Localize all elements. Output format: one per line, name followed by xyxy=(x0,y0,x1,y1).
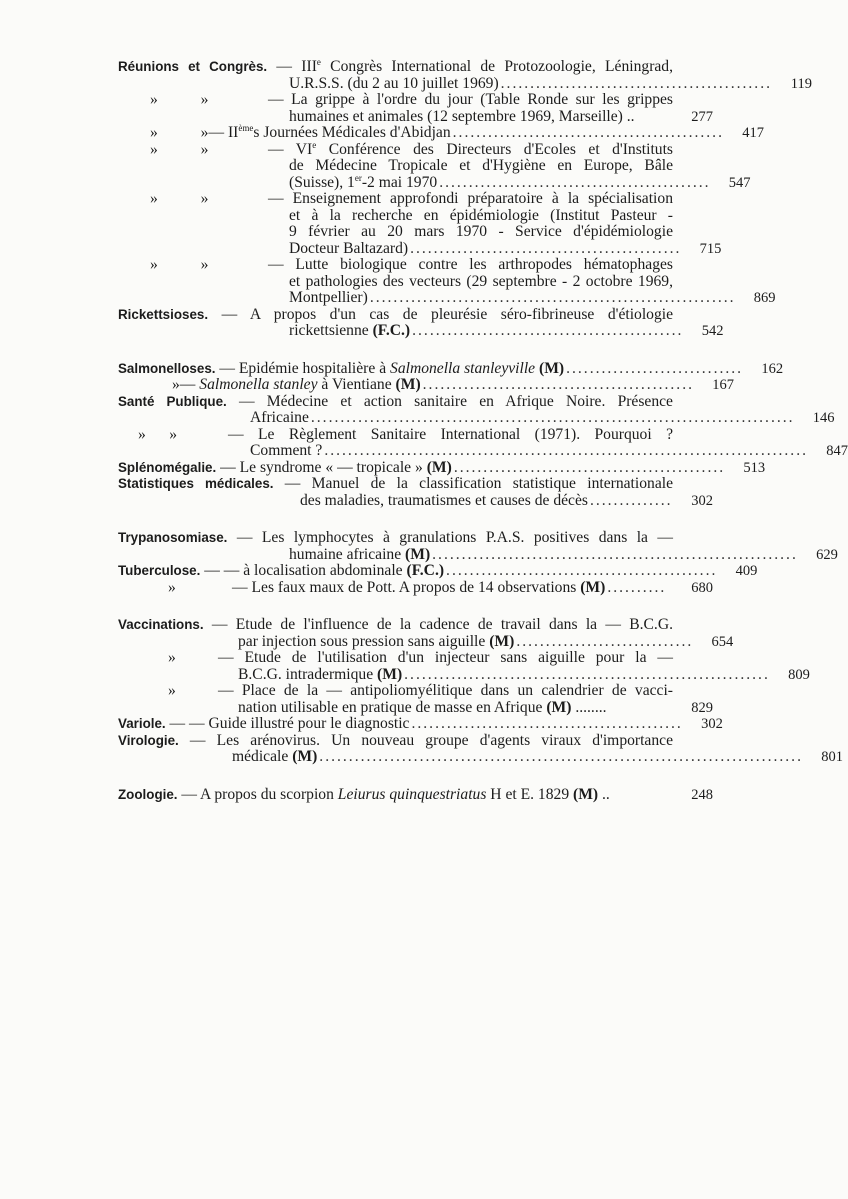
index-entry: Réunions et Congrès. — IIIe Congrès International de Protozoologie, Léningrad, U.R.S.S. (du 2 au 10 juillet 1969) .............................................. 119 xyxy=(118,56,812,92)
index-entry: Variole. — — Guide illustré pour le diagnostic .............................................. 302 xyxy=(118,715,723,732)
index-entry: » » — Lutte biologique contre les arthropodes hématophages et pathologies des vecteurs (29 septembre - 2 octobre 1969, Montpellier) .............................................................. 869 xyxy=(150,256,776,306)
entry-heading: Rickettsioses. xyxy=(118,306,209,322)
index-entry: Vaccinations. — Etude de l'influence de la cadence de travail dans la — B.C.G. par injection sous pression sans aiguille (M) .............................. 654 xyxy=(118,616,734,650)
page-number: 680 xyxy=(691,579,713,596)
page-number: 409 xyxy=(735,563,758,579)
index-entry: » » — VIe Conférence des Directeurs d'Ecoles et d'Instituts de Médecine Tropicale et d'Hygiène en Europe, Bâle (Suisse), 1er-2 mai 1970 .............................................. 547 xyxy=(150,139,751,191)
index-entry: Splénomégalie. — Le syndrome « — tropicale » (M) .............................................. 513 xyxy=(118,458,766,476)
page-number: 654 xyxy=(711,633,734,650)
page-number: 829 xyxy=(691,699,713,716)
entry-heading: Variole. xyxy=(118,716,166,731)
index-entry: » — Etude de l'utilisation d'un injecteur sans aiguille pour la — B.C.G. intradermique (M) .............................................................. 809 xyxy=(168,649,810,683)
page-number: 119 xyxy=(790,75,812,92)
page-number: 715 xyxy=(699,240,722,257)
index-entry: » — Place de la — antipoliomyélitique dans un calendrier de vacci- nation utilisable en pratique de masse en Afrique (M) ........ 829 xyxy=(168,682,713,716)
page-number: 513 xyxy=(743,459,766,476)
page-number: 547 xyxy=(728,174,751,191)
entry-heading: Zoologie. xyxy=(118,786,178,802)
index-entry: » — Les faux maux de Pott. A propos de 14 observations (M) .......... 680 xyxy=(168,578,713,596)
entry-heading: Vaccinations. xyxy=(118,617,204,632)
page-number: 869 xyxy=(753,290,776,306)
page-number: 302 xyxy=(701,716,723,732)
index-entry: Trypanosomiase. — Les lymphocytes à granulations P.A.S. positives dans la — humaine africaine (M) .............................................................. 629 xyxy=(118,529,838,563)
index-entry: » » — La grippe à l'ordre du jour (Table Ronde sur les grippes humaines et animales (12 septembre 1969, Marseille) .. 277 xyxy=(150,91,713,125)
index-entry: » » — Enseignement approfondi préparatoire à la spécialisation et à la recherche en épidémiologie (Institut Pasteur - 9 février au 20 mars 1970 - Service d'épidémiologie Docteur Baltazard) .............................................. 715 xyxy=(150,190,722,257)
page-number: 167 xyxy=(712,377,734,393)
page-number: 162 xyxy=(761,360,784,377)
page-number: 248 xyxy=(691,786,713,803)
page-number: 417 xyxy=(742,125,764,141)
index-entry: Santé Publique. — Médecine et action sanitaire en Afrique Noire. Présence Africaine .................................................................................. 146 xyxy=(118,392,835,426)
page-number: 629 xyxy=(816,546,838,563)
index-entry: Salmonelloses. — Epidémie hospitalière à Salmonella stanleyville (M) .............................. 162 xyxy=(118,359,784,377)
index-entry: Virologie. — Les arénovirus. Un nouveau groupe d'agents viraux d'importance médicale (M) .................................................................................. 801 xyxy=(118,731,843,765)
page-number: 847 xyxy=(826,443,848,459)
entry-heading: Salmonelloses. xyxy=(118,360,216,376)
page-number: 277 xyxy=(691,108,713,125)
index-entry: » — Salmonella stanley à Vientiane (M) .............................................. 167 xyxy=(172,376,734,393)
index-entry: Tuberculose. — — à localisation abdominale (F.C.) .............................................. 409 xyxy=(118,562,758,579)
subject-index xyxy=(118,56,848,803)
entry-heading: Virologie. xyxy=(118,732,179,748)
index-entry: Zoologie. — A propos du scorpion Leiurus quinquestriatus H et E. 1829 (M) .. 248 xyxy=(118,785,713,803)
entry-heading: Statistiques médicales. xyxy=(118,476,274,491)
page-number: 302 xyxy=(691,492,713,509)
entry-heading: Tuberculose. xyxy=(118,563,201,578)
index-entry: Statistiques médicales. — Manuel de la classification statistique internationale des maladies, traumatismes et causes de décès .............. 302 xyxy=(118,475,713,509)
entry-heading: Réunions et Congrès. xyxy=(118,59,268,74)
entry-heading: Santé Publique. xyxy=(118,393,227,409)
page-number: 801 xyxy=(821,749,843,765)
page-number: 146 xyxy=(812,410,835,426)
page-number: 542 xyxy=(701,323,724,339)
page-number: 809 xyxy=(788,666,810,683)
entry-heading: Splénomégalie. xyxy=(118,459,217,475)
entry-heading: Trypanosomiase. xyxy=(118,530,228,545)
index-entry: » » — IIèmes Journées Médicales d'Abidjan .............................................. 417 xyxy=(150,122,764,141)
index-entry: Rickettsioses. — A propos d'un cas de pleurésie séro-fibrineuse d'étiologie rickettsienne (F.C.) .............................................. 542 xyxy=(118,305,724,339)
index-entry: » » — Le Règlement Sanitaire International (1971). Pourquoi ? Comment ? .................................................................................. 847 xyxy=(138,425,848,459)
